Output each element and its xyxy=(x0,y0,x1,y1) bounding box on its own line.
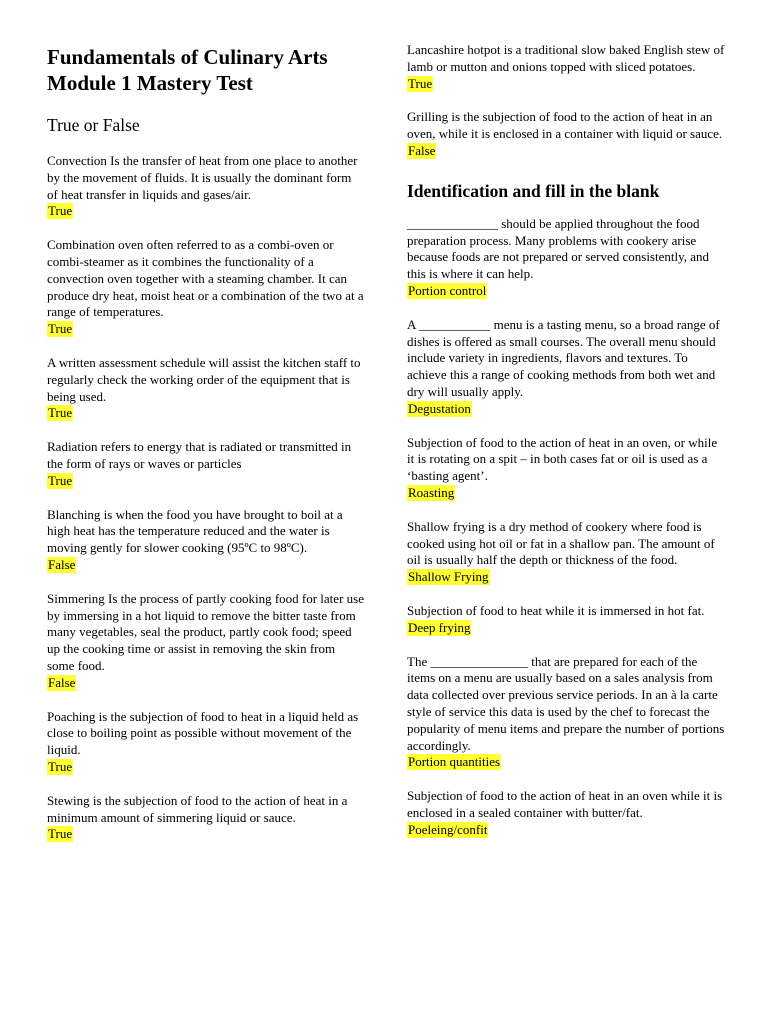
answer-highlight: False xyxy=(48,556,76,572)
page-title xyxy=(47,44,365,96)
answer-highlight: Degustation xyxy=(408,400,471,416)
question-item xyxy=(47,237,365,338)
question-item xyxy=(407,317,727,418)
question-item xyxy=(47,591,365,692)
question-item xyxy=(47,793,365,843)
question-text: The _______________ that are prepared for each of the items on a menu are usually based on a sales analysis from data collected over previous service periods. In an à la carte style of service this data is used by the chef to forecast the popularity of menu items and prepare the number of portions accordingly. xyxy=(407,653,725,753)
question-text: Radiation refers to energy that is radiated or transmitted in the form of rays or waves or particles xyxy=(47,439,352,471)
answer-highlight: True xyxy=(48,203,73,219)
question-text: Poaching is the subjection of food to heat in a liquid held as close to boiling point as possible without movement of the liquid. xyxy=(47,708,359,758)
title-line-2: Module 1 Mastery Test xyxy=(47,71,253,95)
question-item xyxy=(47,355,365,422)
answer-highlight: Poeleing/confit xyxy=(408,821,488,837)
question-item xyxy=(407,42,727,92)
question-item xyxy=(47,153,365,220)
answer-highlight: Portion quantities xyxy=(408,754,501,770)
question-text: Shallow frying is a dry method of cookery where food is cooked using hot oil or fat in a shallow pan. The amount of oil is usually half the depth or thickness of the food. xyxy=(407,518,715,568)
answer-highlight: False xyxy=(48,674,76,690)
true-false-heading: True or False xyxy=(47,115,140,135)
identification-heading: Identification and fill in the blank xyxy=(407,180,660,201)
answer-highlight: Portion control xyxy=(408,282,487,298)
answer-highlight: True xyxy=(48,472,73,488)
question-text: Lancashire hotpot is a traditional slow baked English stew of lamb or mutton and onions topped with sliced potatoes. xyxy=(407,42,725,74)
answer-highlight: True xyxy=(48,826,73,842)
question-item xyxy=(407,435,727,502)
question-text: Subjection of food to heat while it is immersed in hot fat. xyxy=(407,602,705,618)
answer-highlight: True xyxy=(48,758,73,774)
answer-highlight: Shallow Frying xyxy=(408,569,489,585)
question-item xyxy=(407,654,727,772)
title-line-1: Fundamentals of Culinary Arts xyxy=(47,45,328,69)
question-text: Subjection of food to the action of heat in an oven, or while it is rotating on a spit – in both cases fat or oil is used as a ‘basting agent’. xyxy=(407,434,718,484)
answer-highlight: Deep frying xyxy=(408,619,471,635)
question-item xyxy=(47,709,365,776)
right-column xyxy=(407,42,727,855)
question-text: Subjection of food to the action of heat in an oven while it is enclosed in a sealed container with butter/fat. xyxy=(407,788,723,820)
question-text: Simmering Is the process of partly cooking food for later use by immersing in a hot liquid to remove the bitter taste from many vegetables, seal the product, partly cook food; speed up the cooking time or assist in removing the skin from some food. xyxy=(47,590,364,673)
question-text: Convection Is the transfer of heat from one place to another by the movement of fluids. It is usually the dominant form of heat transfer in liquids and gases/air. xyxy=(47,153,358,202)
answer-highlight: False xyxy=(408,142,436,158)
question-item xyxy=(407,519,727,586)
question-text: Grilling is the subjection of food to the action of heat in an oven, while it is enclosed in a container with liquid or sauce. xyxy=(407,109,723,142)
question-text: A written assessment schedule will assist the kitchen staff to regularly check the working order of the equipment that is being used. xyxy=(47,354,361,404)
question-text: Combination oven often referred to as a combi-oven or combi-steamer as it combines the functionality of a convection oven together with a steaming chamber. It can produce dry heat, moist heat or a combination of the two at a range of temperatures. xyxy=(47,237,364,320)
answer-highlight: Roasting xyxy=(408,484,455,500)
question-item xyxy=(407,216,727,300)
question-text: Blanching is when the food you have brought to boil at a high heat has the temperature reduced and the water is moving gently for slower cooking (95ºC to 98ºC). xyxy=(47,506,343,556)
answer-highlight: True xyxy=(48,405,73,421)
question-text: Stewing is the subjection of food to the action of heat in a minimum amount of simmering liquid or sauce. xyxy=(47,792,348,825)
question-item xyxy=(407,603,727,637)
question-item xyxy=(47,507,365,574)
question-text: ______________ should be applied throughout the food preparation process. Many problems with cookery arise because foods are not prepared or served consistently, and this is where it can help. xyxy=(407,215,710,282)
question-item xyxy=(407,109,727,159)
question-item xyxy=(407,788,727,838)
answer-highlight: True xyxy=(408,75,433,91)
question-text: A ___________ menu is a tasting menu, so a broad range of dishes is offered as small courses. The overall menu should include variety in ingredients, flavors and textures. To achieve this a range of cooking methods from both wet and dry will usually apply. xyxy=(407,316,720,399)
left-column xyxy=(47,44,365,860)
answer-highlight: True xyxy=(48,321,73,337)
question-item xyxy=(47,439,365,489)
